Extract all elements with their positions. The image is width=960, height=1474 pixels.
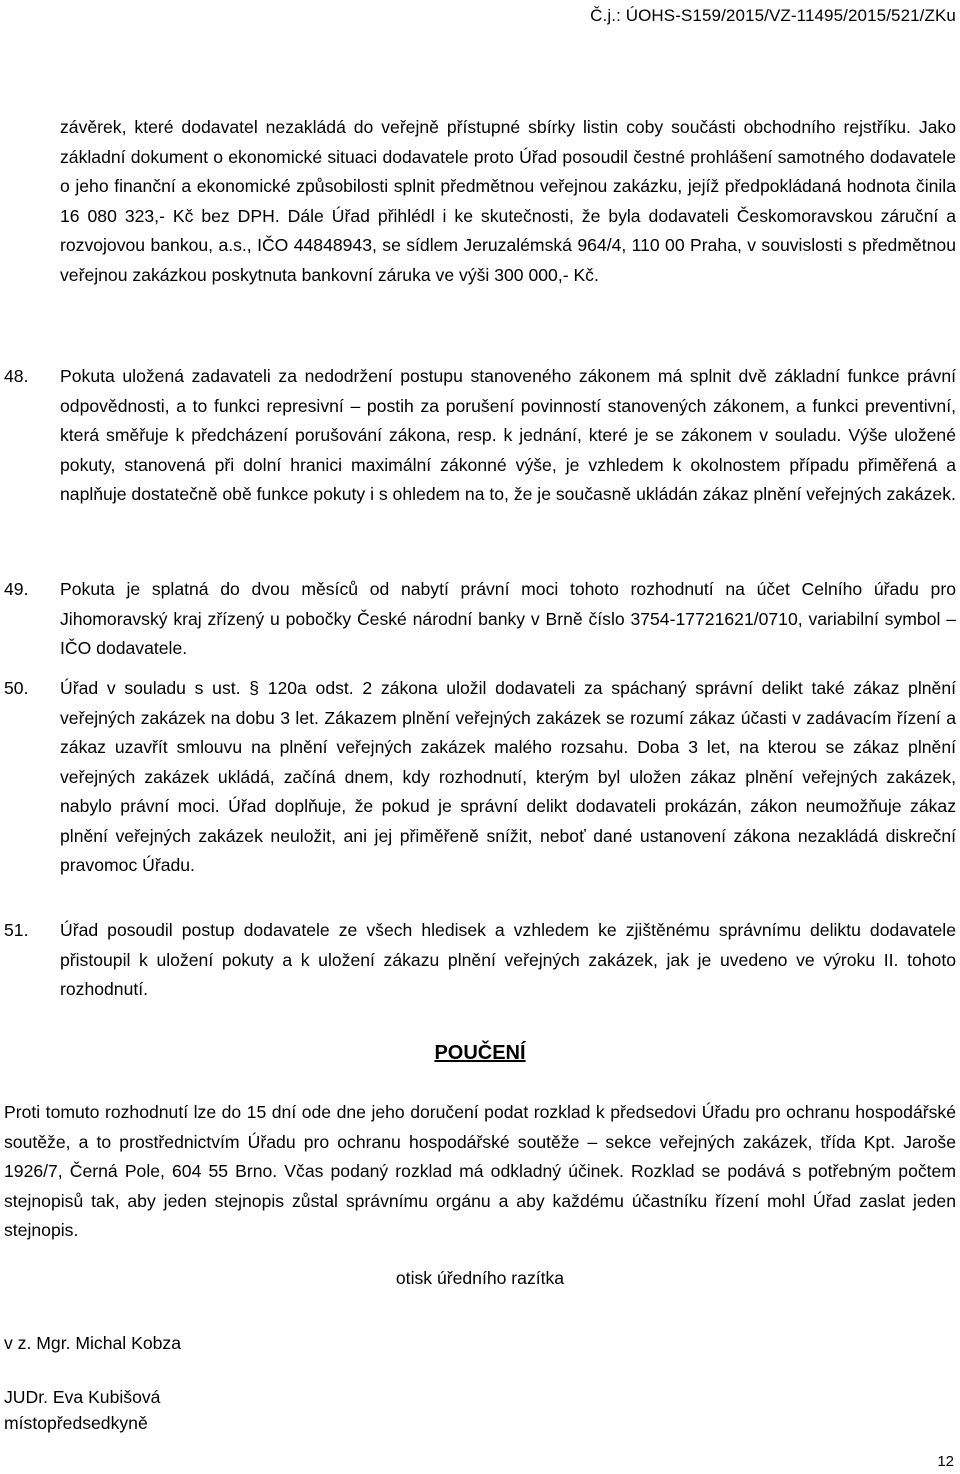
- paragraph-text: Pokuta je splatná do dvou měsíců od nabytí právní moci tohoto rozhodnutí na účet Celního úřadu pro Jihomoravský kraj zřízený u pobočky České národní banky v Brně číslo 3754-17721621/0710, variabilní symbol – IČO dodavatele.: [60, 579, 956, 658]
- pouceni-heading-text: POUČENÍ: [434, 1042, 526, 1064]
- pouceni-heading: [0, 1042, 960, 1065]
- paragraph-text: Pokuta uložená zadavateli za nedodržení postupu stanoveného zákonem má splnit dvě základní funkce právní odpovědnosti, a to funkci represivní – postih za porušení povinností stanovených zákonem, a funkci preventivní, která směřuje k předcházení porušování zákona, resp. k jednání, které je se zákonem v souladu. Výše uložené pokuty, stanovená při dolní hranici maximální zákonné výše, je vzhledem k okolnostem případu přiměřená a naplňuje dostatečně obě funkce pokuty i s ohledem na to, že je současně ukládán zákaz plnění veřejných zakázek.: [60, 366, 956, 504]
- paragraph-number: 48.: [4, 366, 29, 386]
- pouceni-paragraph: Proti tomuto rozhodnutí lze do 15 dní ode dne jeho doručení podat rozklad k předsedovi Úřadu pro ochranu hospodářské soutěže, a to prostřednictvím Úřadu pro ochranu hospodářské soutěže – sekce veřejných zakázek, třída Kpt. Jaroše 1926/7, Černá Pole, 604 55 Brno. Včas podaný rozklad má odkladný účinek. Rozklad se podává s potřebným počtem stejnopisů tak, aby jeden stejnopis zůstal správnímu orgánu a aby každému účastníku řízení mohl Úřad zaslat jeden stejnopis.: [4, 1102, 956, 1240]
- paragraph-number: 49.: [4, 579, 29, 599]
- paragraph-text: Úřad v souladu s ust. § 120a odst. 2 zákona uložil dodavateli za spáchaný správní delikt také zákaz plnění veřejných zakázek na dobu 3 let. Zákazem plnění veřejných zakázek se rozumí zákaz účasti v zadávacím řízení a zákaz uzavřít smlouvu na plnění veřejných zakázek malého rozsahu. Doba 3 let, na kterou se zákaz plnění veřejných zakázek ukládá, začíná dnem, kdy rozhodnutí, kterým byl uložen zákaz plnění veřejných zakázek, nabylo právní moci. Úřad doplňuje, že pokud je správní delikt dodavateli prokázán, zákon neumožňuje zákaz plnění veřejných zakázek neuložit, ani jej přiměřeně snížit, neboť dané ustanovení zákona nezakládá diskreční pravomoc Úřadu.: [60, 678, 956, 875]
- stamp-placeholder: otisk úředního razítka: [395, 1268, 565, 1288]
- numbered-paragraph-48: [4, 362, 956, 510]
- paragraph-number: 50.: [4, 678, 29, 698]
- numbered-paragraph-50: [4, 674, 956, 881]
- signature-deputy-line: v z. Mgr. Michal Kobza: [4, 1333, 181, 1353]
- numbered-paragraph-51: [4, 916, 956, 1005]
- paragraph-number: 51.: [4, 920, 29, 940]
- page-number: 12: [937, 1453, 954, 1470]
- signatory-name: JUDr. Eva Kubišová: [4, 1387, 161, 1407]
- case-number-header: Č.j.: ÚOHS-S159/2015/VZ-11495/2015/521/ZKu: [590, 6, 956, 25]
- signatory-title: místopředsedkyně: [4, 1413, 148, 1433]
- numbered-paragraph-49: [4, 575, 956, 664]
- continuation-paragraph: závěrek, které dodavatel nezakládá do veřejně přístupné sbírky listin coby součásti obchodního rejstříku. Jako základní dokument o ekonomické situaci dodavatele proto Úřad posoudil čestné prohlášení samotného dodavatele o jeho finanční a ekonomické způsobilosti splnit předmětnou veřejnou zakázku, jejíž předpokládaná hodnota činila 16 080 323,- Kč bez DPH. Dále Úřad přihlédl i ke skutečnosti, že byla dodavateli Českomoravskou záruční a rozvojovou bankou, a.s., IČO 44848943, se sídlem Jeruzalémská 964/4, 110 00 Praha, v souvislosti s předmětnou veřejnou zakázkou poskytnuta bankovní záruka ve výši 300 000,- Kč.: [60, 117, 956, 285]
- paragraph-text: Úřad posoudil postup dodavatele ze všech hledisek a vzhledem ke zjištěnému správnímu deliktu dodavatele přistoupil k uložení pokuty a k uložení zákazu plnění veřejných zakázek, jak je uvedeno ve výroku II. tohoto rozhodnutí.: [60, 920, 956, 999]
